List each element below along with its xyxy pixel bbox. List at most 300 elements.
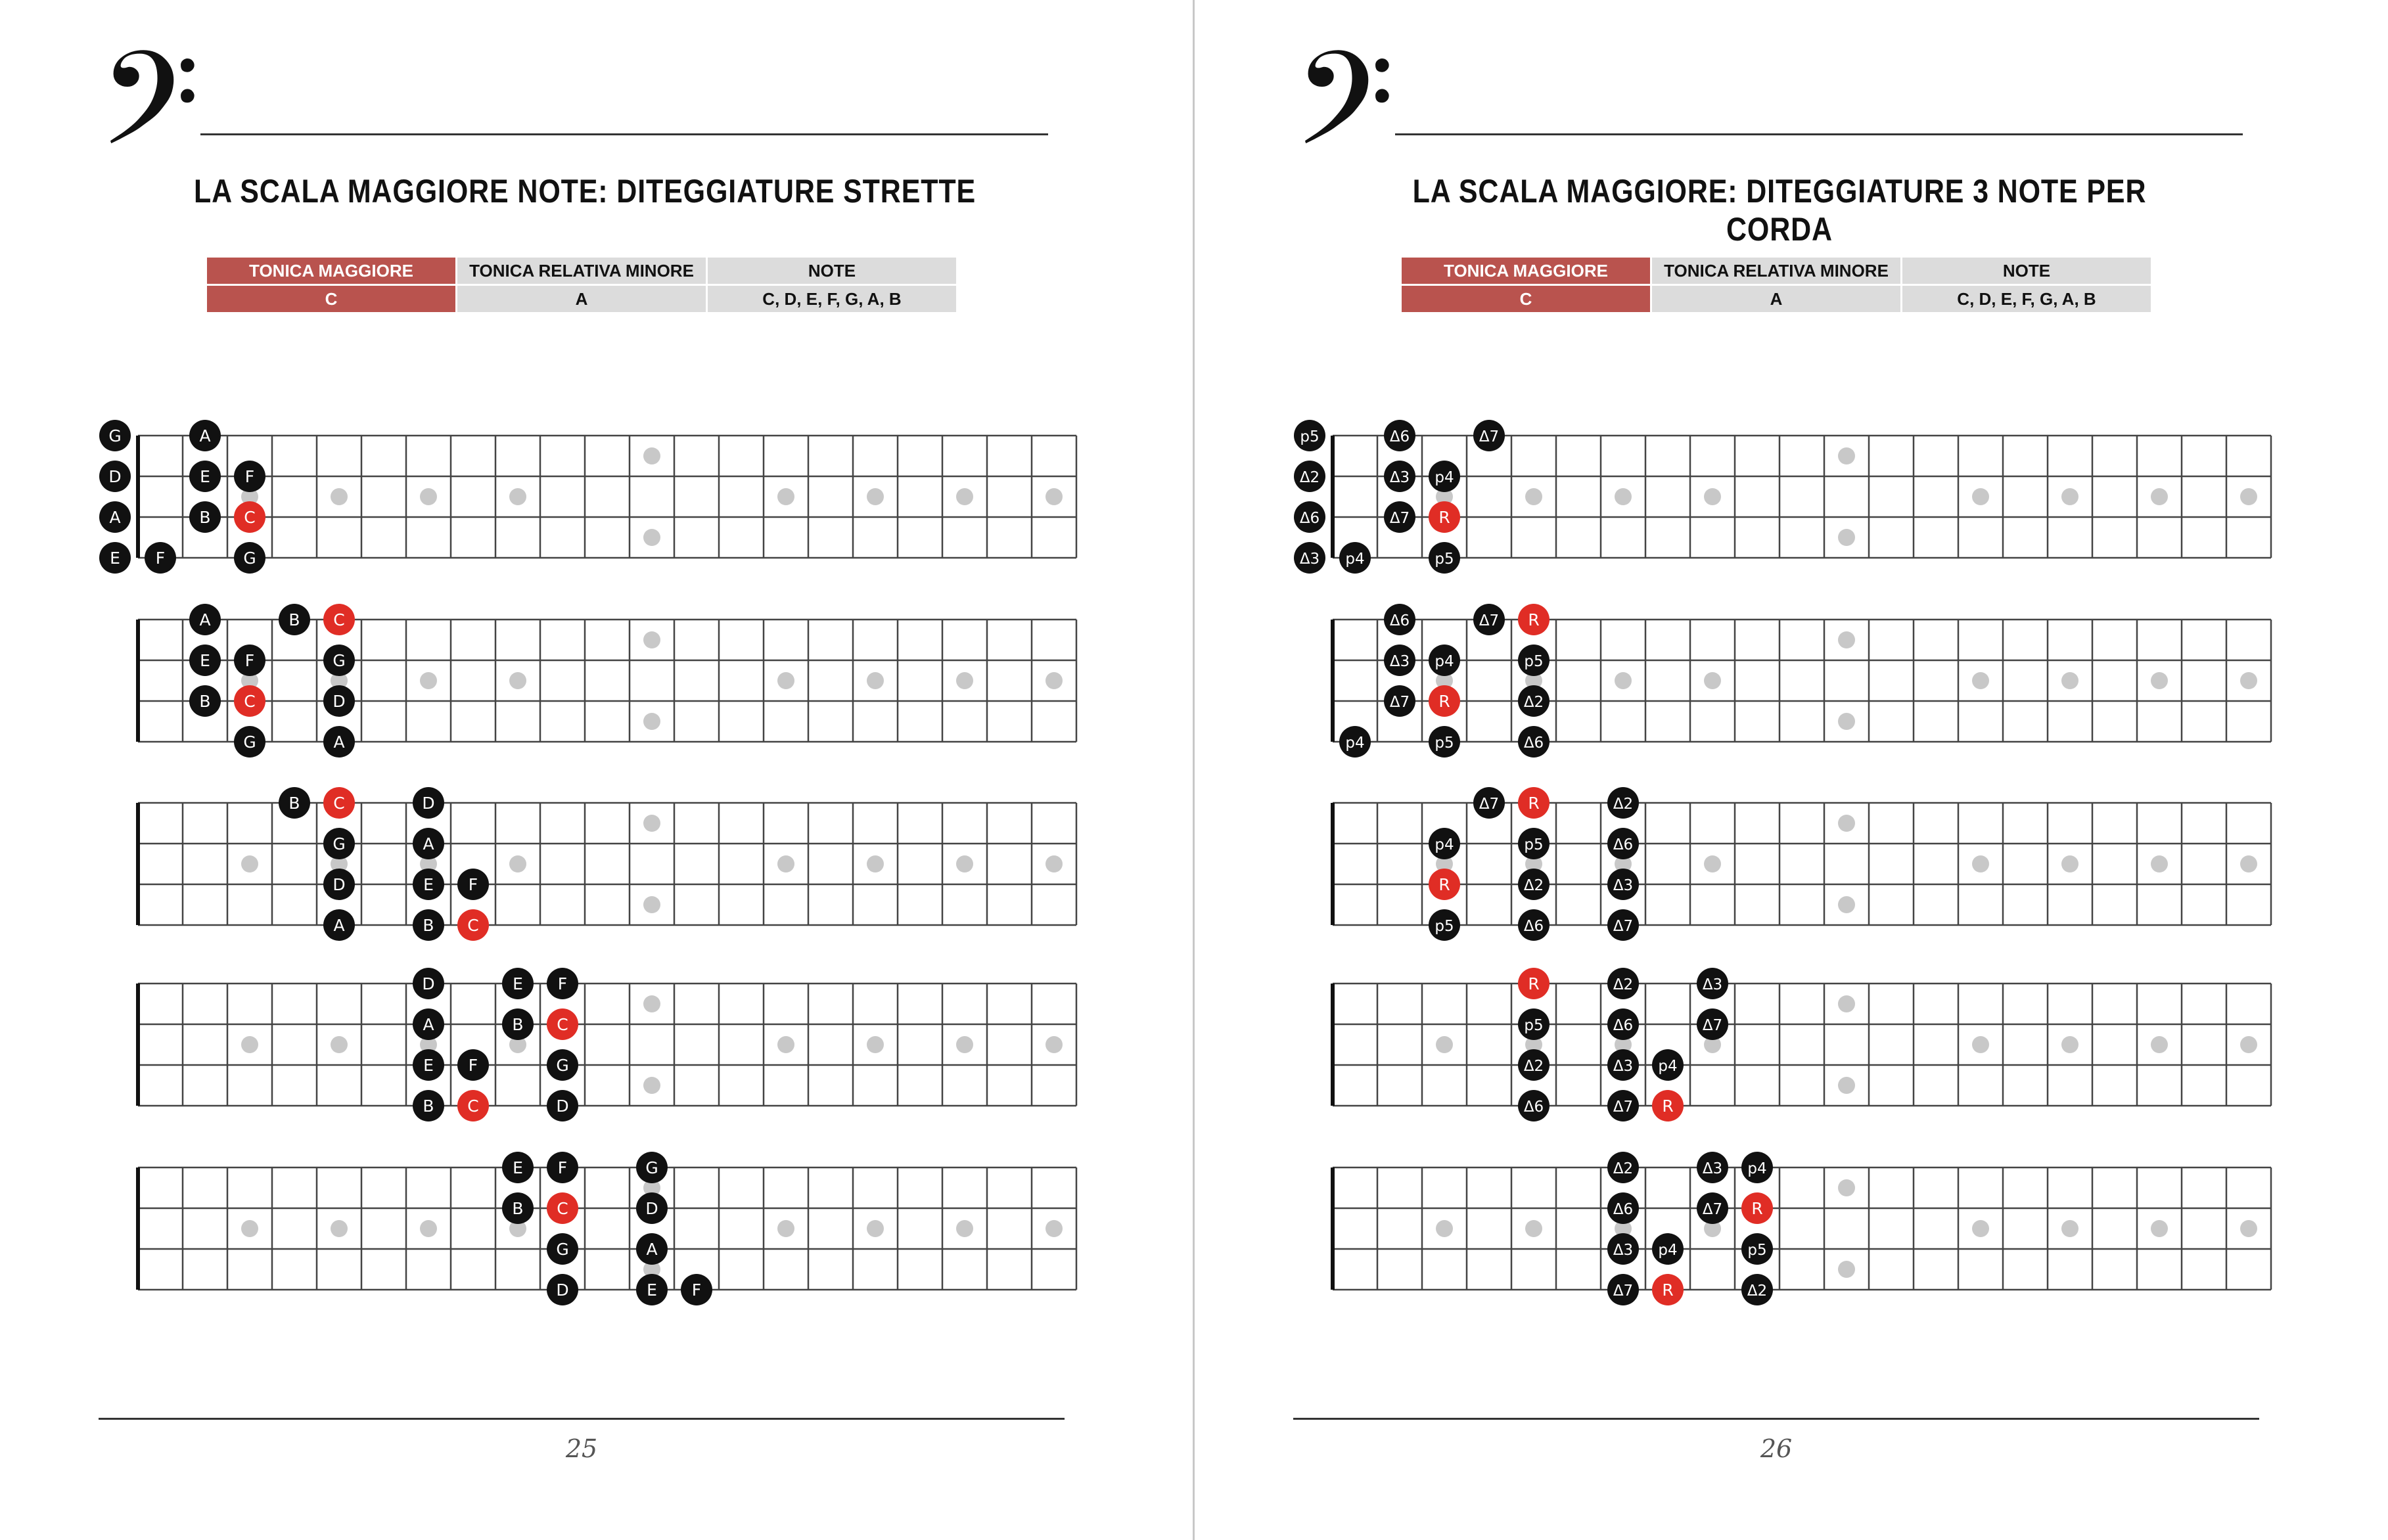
note-marker (1429, 645, 1460, 676)
note-label: Δ2 (1299, 469, 1320, 486)
fret-inlay (1838, 447, 1855, 464)
fret-inlay (1972, 488, 1989, 505)
note-label: Δ2 (1747, 1282, 1768, 1300)
note-label: B (288, 794, 300, 813)
note-marker (502, 1008, 534, 1040)
note-marker (1294, 501, 1325, 533)
note-label: R (1438, 692, 1450, 711)
note-marker (99, 461, 131, 492)
note-label: G (243, 549, 256, 568)
note-label: E (423, 875, 434, 894)
note-marker (323, 726, 355, 758)
note-label: E (423, 1056, 434, 1075)
note-marker (413, 1090, 444, 1121)
note-label: D (333, 692, 346, 711)
note-label: Δ6 (1613, 1017, 1634, 1034)
footer-rule (1293, 1418, 2259, 1420)
note-marker (234, 726, 265, 758)
fret-inlay (509, 488, 526, 505)
note-marker (1741, 1274, 1773, 1305)
root-note-marker (1741, 1192, 1773, 1224)
note-marker (1607, 1233, 1639, 1265)
note-label: A (423, 1015, 434, 1034)
note-label: C (244, 508, 256, 527)
note-marker (1294, 461, 1325, 492)
note-marker (1518, 909, 1550, 941)
fret-inlay (1972, 672, 1989, 689)
fret-inlay (643, 815, 660, 832)
staff-line (1395, 133, 2243, 135)
root-note-marker (457, 909, 489, 941)
note-marker (1518, 685, 1550, 717)
fret-inlay (331, 1036, 348, 1053)
value-relative-minor: A (457, 286, 706, 312)
note-label: A (333, 916, 345, 935)
note-label: Δ7 (1613, 918, 1634, 935)
note-marker (1741, 1152, 1773, 1183)
fret-inlay (867, 672, 884, 689)
root-note-marker (1652, 1090, 1684, 1121)
note-label: C (333, 610, 345, 629)
note-marker (1429, 542, 1460, 574)
note-label: F (244, 467, 255, 486)
note-marker (1607, 909, 1639, 941)
note-marker (279, 787, 310, 819)
note-label: C (557, 1015, 568, 1034)
header-relative-minor: TONICA RELATIVA MINORE (457, 258, 706, 284)
fret-inlay (1972, 1220, 1989, 1237)
note-marker (189, 685, 221, 717)
staff-line (200, 133, 1048, 135)
root-note-marker (457, 1090, 489, 1121)
note-marker (547, 1233, 578, 1265)
note-label: E (200, 467, 210, 486)
fret-inlay (1436, 1036, 1453, 1053)
note-marker (99, 501, 131, 533)
page-number: 25 (565, 1434, 598, 1463)
fret-inlay (509, 855, 526, 872)
header-relative-minor: TONICA RELATIVA MINORE (1652, 258, 1900, 284)
fret-inlay (2061, 488, 2078, 505)
note-label: Δ2 (1523, 694, 1544, 711)
note-label: Δ7 (1479, 612, 1500, 629)
note-marker (636, 1274, 668, 1305)
page-number: 26 (1760, 1434, 1793, 1463)
note-marker (1607, 1192, 1639, 1224)
root-note-marker (1518, 787, 1550, 819)
fret-inlay (1838, 1179, 1855, 1196)
note-label: R (1528, 974, 1540, 993)
note-label: C (467, 916, 479, 935)
fret-inlay (643, 995, 660, 1012)
note-label: Δ7 (1389, 694, 1410, 711)
header-notes: NOTE (1902, 258, 2151, 284)
note-label: p5 (1524, 1017, 1544, 1034)
note-label: p5 (1300, 428, 1320, 445)
fret-inlay (2240, 488, 2257, 505)
fret-inlay (1045, 672, 1063, 689)
note-marker (1652, 1233, 1684, 1265)
note-marker (1697, 1152, 1728, 1183)
note-marker (636, 1192, 668, 1224)
note-marker (1473, 604, 1505, 635)
root-note-marker (547, 1008, 578, 1040)
fret-inlay (1615, 672, 1632, 689)
fret-inlay (1045, 1220, 1063, 1237)
fret-inlay (1972, 1036, 1989, 1053)
header-major-root: TONICA MAGGIORE (1402, 258, 1650, 284)
note-label: Δ3 (1613, 1058, 1634, 1075)
note-marker (1518, 869, 1550, 900)
fret-inlay (956, 672, 973, 689)
note-marker (1518, 1049, 1550, 1081)
note-label: p4 (1345, 551, 1365, 568)
note-label: Δ7 (1479, 796, 1500, 813)
note-marker (1607, 869, 1639, 900)
note-label: Δ2 (1613, 976, 1634, 993)
fret-inlay (956, 855, 973, 872)
note-marker (234, 645, 265, 676)
note-label: Δ7 (1479, 428, 1500, 445)
note-label: G (333, 834, 346, 853)
value-notes: C, D, E, F, G, A, B (708, 286, 956, 312)
note-label: D (333, 875, 346, 894)
note-marker (1607, 1049, 1639, 1081)
note-marker (502, 1192, 534, 1224)
fret-inlay (1045, 1036, 1063, 1053)
footer-rule (99, 1418, 1065, 1420)
fret-inlay (867, 855, 884, 872)
fret-inlay (2151, 1036, 2168, 1053)
note-label: Δ6 (1389, 612, 1410, 629)
fret-inlay (1838, 529, 1855, 546)
note-marker (234, 542, 265, 574)
note-label: R (1438, 508, 1450, 527)
fret-inlay (2240, 855, 2257, 872)
note-label: p5 (1524, 836, 1544, 853)
note-label: p4 (1747, 1160, 1767, 1177)
note-label: B (512, 1015, 524, 1034)
note-marker (1429, 726, 1460, 758)
note-label: G (645, 1158, 658, 1177)
note-marker (681, 1274, 712, 1305)
note-label: C (333, 794, 345, 813)
fret-inlay (2151, 855, 2168, 872)
note-label: Δ6 (1613, 1201, 1634, 1218)
root-note-marker (323, 604, 355, 635)
root-note-marker (1518, 968, 1550, 999)
note-label: G (333, 651, 346, 670)
fret-inlay (420, 672, 437, 689)
note-marker (547, 1274, 578, 1305)
fret-inlay (777, 855, 794, 872)
note-marker (1518, 828, 1550, 859)
fret-inlay (777, 1220, 794, 1237)
root-note-marker (1652, 1274, 1684, 1305)
note-label: R (1438, 875, 1450, 894)
fret-inlay (777, 488, 794, 505)
fret-inlay (2240, 1036, 2257, 1053)
fretboard-5 (0, 1128, 1193, 1365)
note-label: A (199, 426, 211, 445)
fret-inlay (956, 488, 973, 505)
note-marker (1607, 828, 1639, 859)
note-marker (1384, 420, 1415, 451)
note-marker (99, 542, 131, 574)
fret-inlay (1838, 896, 1855, 913)
fret-inlay (2240, 672, 2257, 689)
fret-inlay (2151, 672, 2168, 689)
scale-info-table (207, 258, 956, 312)
note-marker (1607, 1152, 1639, 1183)
note-marker (1607, 1008, 1639, 1040)
note-label: Δ6 (1389, 428, 1410, 445)
note-label: p4 (1345, 735, 1365, 752)
note-marker (323, 645, 355, 676)
note-label: B (423, 1097, 434, 1116)
note-marker (189, 645, 221, 676)
note-marker (1294, 542, 1325, 574)
note-label: A (199, 610, 211, 629)
root-note-marker (234, 685, 265, 717)
note-label: p4 (1435, 836, 1454, 853)
note-label: R (1662, 1097, 1674, 1116)
note-marker (1518, 645, 1550, 676)
fret-inlay (956, 1036, 973, 1053)
note-label: C (467, 1097, 479, 1116)
root-note-marker (1429, 685, 1460, 717)
fret-inlay (2061, 1220, 2078, 1237)
note-label: B (288, 610, 300, 629)
fret-inlay (2240, 1220, 2257, 1237)
note-label: Δ7 (1389, 510, 1410, 527)
note-label: Δ2 (1523, 877, 1544, 894)
note-marker (1384, 461, 1415, 492)
note-marker (234, 461, 265, 492)
note-marker (413, 909, 444, 941)
fret-inlay (777, 1036, 794, 1053)
fret-inlay (1704, 488, 1721, 505)
note-marker (1429, 461, 1460, 492)
note-label: Δ3 (1702, 1160, 1723, 1177)
page-title: LA SCALA MAGGIORE NOTE: DITEGGIATURE STRETTE (193, 173, 976, 210)
note-marker (323, 909, 355, 941)
note-marker (413, 869, 444, 900)
fret-inlay (241, 1036, 258, 1053)
note-marker (547, 1090, 578, 1121)
note-label: F (468, 875, 478, 894)
fret-inlay (1615, 488, 1632, 505)
note-marker (1339, 726, 1371, 758)
fret-inlay (643, 447, 660, 464)
note-label: p4 (1658, 1242, 1678, 1259)
page-title: LA SCALA MAGGIORE: DITEGGIATURE 3 NOTE PER CORDA (1412, 173, 2147, 248)
note-marker (1384, 501, 1415, 533)
scale-info-table (1402, 258, 2151, 312)
header-major-root: TONICA MAGGIORE (207, 258, 455, 284)
fret-inlay (331, 1220, 348, 1237)
note-label: Δ3 (1613, 1242, 1634, 1259)
note-label: p4 (1435, 653, 1454, 670)
note-label: Δ2 (1613, 796, 1634, 813)
note-label: B (423, 916, 434, 935)
note-marker (1518, 1090, 1550, 1121)
fret-inlay (509, 672, 526, 689)
note-marker (547, 1152, 578, 1183)
fret-inlay (643, 713, 660, 730)
root-note-marker (1429, 501, 1460, 533)
note-label: E (513, 1158, 523, 1177)
fret-inlay (1838, 815, 1855, 832)
note-label: D (645, 1199, 658, 1218)
fret-inlay (956, 1220, 973, 1237)
fret-inlay (643, 1077, 660, 1094)
note-label: G (108, 426, 122, 445)
fret-inlay (643, 529, 660, 546)
note-label: Δ2 (1523, 1058, 1544, 1075)
note-marker (1697, 1192, 1728, 1224)
note-marker (1384, 645, 1415, 676)
note-label: Δ3 (1702, 976, 1723, 993)
page-right (1195, 0, 2388, 1540)
value-major-root: C (207, 286, 455, 312)
note-marker (547, 1049, 578, 1081)
note-marker (1652, 1049, 1684, 1081)
fret-inlay (241, 1220, 258, 1237)
note-marker (99, 420, 131, 451)
note-label: p5 (1435, 551, 1454, 568)
note-marker (1607, 1090, 1639, 1121)
note-label: F (244, 651, 255, 670)
fret-inlay (420, 488, 437, 505)
note-marker (502, 1152, 534, 1183)
note-label: D (422, 974, 435, 993)
note-label: B (512, 1199, 524, 1218)
note-marker (1697, 968, 1728, 999)
fret-inlay (2151, 488, 2168, 505)
fret-inlay (1704, 855, 1721, 872)
note-marker (1607, 787, 1639, 819)
note-marker (323, 869, 355, 900)
note-label: p5 (1747, 1242, 1767, 1259)
note-label: B (199, 508, 211, 527)
note-label: p4 (1435, 469, 1454, 486)
note-label: Δ6 (1523, 918, 1544, 935)
note-marker (636, 1152, 668, 1183)
value-relative-minor: A (1652, 286, 1900, 312)
note-label: p4 (1658, 1058, 1678, 1075)
fret-inlay (867, 1036, 884, 1053)
header-notes: NOTE (708, 258, 956, 284)
note-label: E (110, 549, 120, 568)
page-left (0, 0, 1193, 1540)
fret-inlay (1838, 713, 1855, 730)
fret-inlay (1045, 488, 1063, 505)
note-marker (1518, 726, 1550, 758)
note-marker (145, 542, 176, 574)
fret-inlay (2061, 855, 2078, 872)
fret-inlay (777, 672, 794, 689)
note-label: Δ6 (1523, 735, 1544, 752)
fret-inlay (420, 1220, 437, 1237)
note-label: Δ7 (1613, 1282, 1634, 1300)
note-label: Δ2 (1613, 1160, 1634, 1177)
note-marker (279, 604, 310, 635)
root-note-marker (1429, 869, 1460, 900)
root-note-marker (234, 501, 265, 533)
note-label: D (108, 467, 122, 486)
note-marker (1294, 420, 1325, 451)
fret-inlay (2061, 1036, 2078, 1053)
note-marker (189, 461, 221, 492)
fret-inlay (241, 855, 258, 872)
note-label: G (556, 1056, 569, 1075)
fret-inlay (2151, 1220, 2168, 1237)
fretboard-5 (1195, 1128, 2388, 1365)
note-label: D (422, 794, 435, 813)
fret-inlay (867, 488, 884, 505)
note-marker (457, 869, 489, 900)
note-label: C (244, 692, 256, 711)
fret-inlay (1525, 488, 1542, 505)
note-marker (413, 1049, 444, 1081)
note-marker (189, 420, 221, 451)
note-label: p5 (1435, 918, 1454, 935)
fret-inlay (1838, 1077, 1855, 1094)
note-label: Δ7 (1613, 1098, 1634, 1116)
value-notes: C, D, E, F, G, A, B (1902, 286, 2151, 312)
note-label: Δ3 (1299, 551, 1320, 568)
fret-inlay (2061, 672, 2078, 689)
note-marker (1473, 787, 1505, 819)
fret-inlay (1704, 672, 1721, 689)
fret-inlay (1838, 1261, 1855, 1278)
note-label: R (1751, 1199, 1763, 1218)
fret-inlay (643, 631, 660, 648)
note-marker (636, 1233, 668, 1265)
note-label: Δ3 (1389, 653, 1410, 670)
note-marker (1473, 420, 1505, 451)
note-marker (1518, 1008, 1550, 1040)
note-label: Δ3 (1613, 877, 1634, 894)
note-label: p5 (1524, 653, 1544, 670)
note-label: F (557, 974, 568, 993)
fret-inlay (1838, 631, 1855, 648)
note-label: D (556, 1097, 569, 1116)
note-marker (1429, 828, 1460, 859)
bass-clef-icon: 𝄢 (1293, 23, 1395, 207)
note-label: F (691, 1280, 702, 1300)
note-marker (547, 968, 578, 999)
fret-inlay (1525, 1220, 1542, 1237)
value-major-root: C (1402, 286, 1650, 312)
note-marker (413, 968, 444, 999)
note-marker (1384, 685, 1415, 717)
note-label: D (556, 1280, 569, 1300)
note-marker (323, 828, 355, 859)
fret-inlay (643, 896, 660, 913)
note-label: G (243, 733, 256, 752)
note-marker (323, 685, 355, 717)
note-label: C (557, 1199, 568, 1218)
fret-inlay (1436, 1220, 1453, 1237)
fret-inlay (1045, 855, 1063, 872)
note-marker (1384, 604, 1415, 635)
root-note-marker (1518, 604, 1550, 635)
note-marker (1607, 1274, 1639, 1305)
note-label: G (556, 1240, 569, 1259)
note-label: R (1528, 794, 1540, 813)
